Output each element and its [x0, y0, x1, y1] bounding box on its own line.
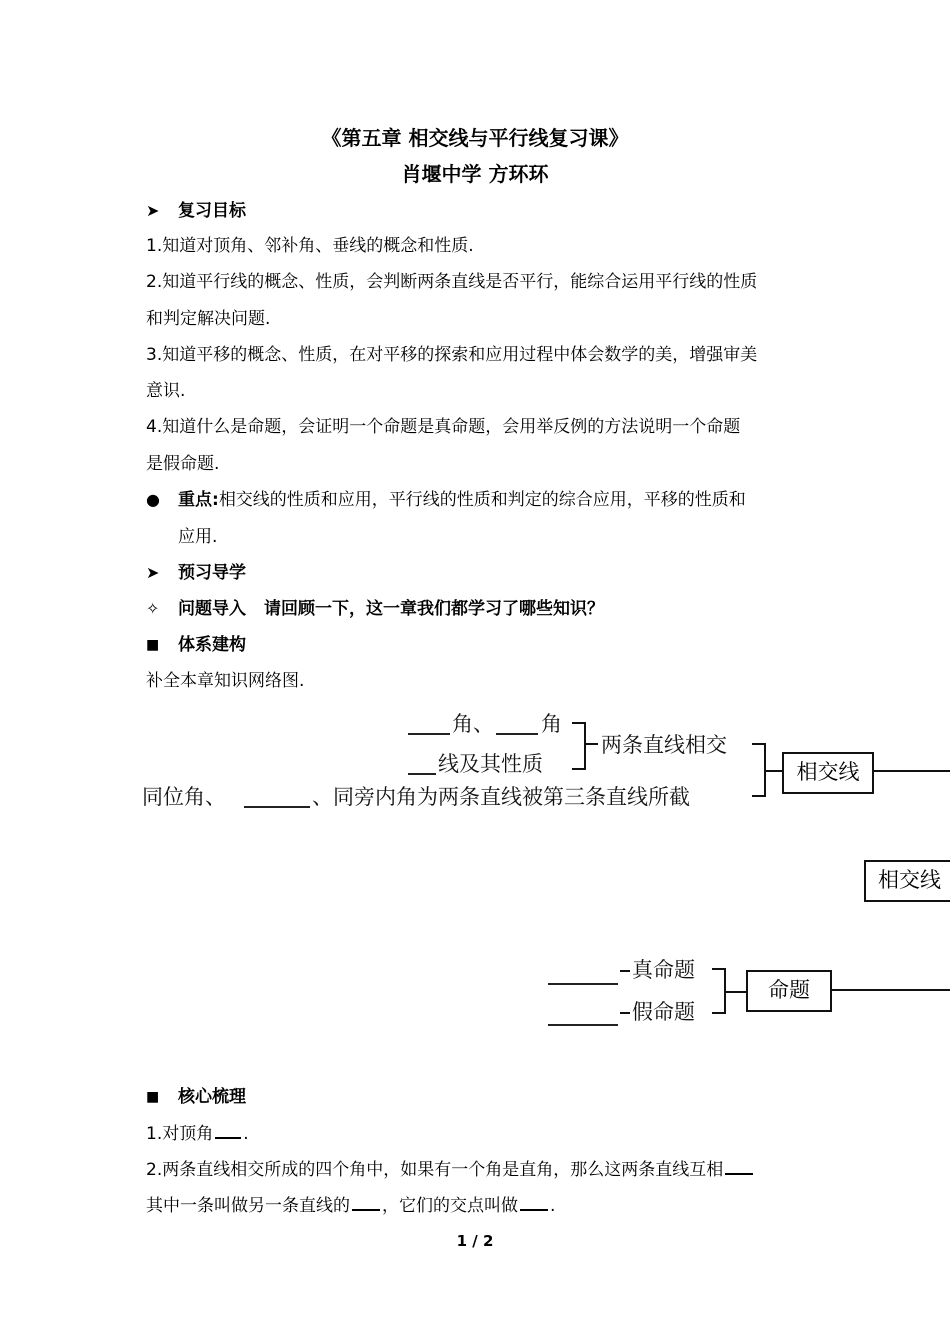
answer-blank [725, 1157, 753, 1175]
key-points-text: 相交线的性质和应用，平行线的性质和判定的综合应用，平移的性质和 [218, 490, 746, 510]
box-proposition: 命题 [746, 970, 832, 1012]
goal-2-line-1: 2.知道平行线的概念、性质，会判断两条直线是否平行，能综合运用平行线的性质 [146, 272, 758, 292]
goal-3-line-2: 意识. [146, 381, 186, 401]
filled-square-bullet-icon: ■ [146, 1089, 160, 1105]
core-item-2-text-c: . [550, 1196, 556, 1216]
bracket-line [766, 770, 782, 772]
section-heading-preview: 预习导学 [178, 563, 246, 583]
answer-blank [352, 1193, 380, 1211]
arrowhead-bullet-icon: ➤ [146, 201, 160, 220]
question-label: 问题导入 [178, 599, 246, 619]
goal-4-line-1: 4.知道什么是命题，会证明一个命题是真命题，会用举反例的方法说明一个命题 [146, 417, 741, 437]
core-item-2-line-1 [146, 1157, 755, 1182]
bracket-line [572, 768, 586, 770]
bracket-line [586, 743, 598, 745]
core-item-2-text-a: 其中一条叫做另一条直线的 [146, 1196, 350, 1216]
dash-line [620, 1012, 630, 1014]
answer-blank [408, 733, 450, 735]
diagram-true-proposition: 真命题 [632, 958, 695, 982]
core-item-1-end: . [243, 1124, 249, 1144]
bracket-line [726, 991, 746, 993]
connector-line [874, 770, 950, 772]
goal-2-line-2: 和判定解决问题. [146, 309, 271, 329]
key-points-line-2: 应用. [178, 527, 218, 547]
bracket-line [764, 743, 766, 795]
diagram-corresponding-angles: 同位角、 [142, 785, 226, 809]
diagram-same-side-interior: 、同旁内角为两条直线被第三条直线所截 [312, 785, 690, 809]
key-points-line-1 [178, 488, 746, 512]
box-intersecting-lines-main: 相交线 [864, 860, 950, 902]
section-heading-goals: 复习目标 [178, 201, 246, 221]
bracket-line [584, 722, 586, 770]
connector-line [832, 989, 950, 991]
filled-circle-bullet-icon: ● [146, 490, 160, 509]
core-item-2-text: 2.两条直线相交所成的四个角中，如果有一个角是直角，那么这两条直线互相 [146, 1160, 724, 1180]
answer-blank [548, 1024, 618, 1026]
diagram-false-proposition: 假命题 [632, 1000, 695, 1024]
goal-4-line-2: 是假命题. [146, 454, 220, 474]
core-item-2-line-2 [146, 1193, 555, 1218]
question-intro [178, 597, 604, 621]
diagram-line-properties: 线及其性质 [438, 752, 543, 776]
bracket-line [752, 795, 766, 797]
diagram-angle-text-1: 角、 [452, 712, 494, 736]
four-point-star-bullet-icon: ✧ [146, 599, 160, 618]
bracket-line [712, 1012, 726, 1014]
goal-1: 1.知道对顶角、邻补角、垂线的概念和性质. [146, 236, 474, 256]
key-points-label: 重点: [178, 490, 219, 510]
section-heading-system: 体系建构 [178, 635, 246, 655]
diagram-angle-text-2: 角 [541, 712, 562, 736]
dash-line [620, 970, 630, 972]
core-item-1-text: 1.对顶角 [146, 1124, 214, 1144]
filled-square-bullet-icon: ■ [146, 637, 160, 653]
answer-blank [244, 806, 310, 808]
core-item-2-text-b: ，它们的交点叫做 [382, 1196, 518, 1216]
author-line: 肖堰中学 方环环 [401, 162, 549, 186]
box-intersecting-lines: 相交线 [782, 752, 874, 794]
arrowhead-bullet-icon: ➤ [146, 563, 160, 582]
goal-3-line-1: 3.知道平移的概念、性质，在对平移的探索和应用过程中体会数学的美，增强审美 [146, 345, 758, 365]
answer-blank [548, 983, 618, 985]
answer-blank [496, 733, 538, 735]
page-title: 《第五章 相交线与平行线复习课》 [321, 126, 629, 150]
section-heading-core: 核心梳理 [178, 1087, 246, 1107]
answer-blank [520, 1193, 548, 1211]
page-number: 1 / 2 [456, 1232, 494, 1250]
answer-blank [408, 773, 436, 775]
core-item-1 [146, 1121, 249, 1146]
question-text: 请回顾一下，这一章我们都学习了哪些知识？ [264, 599, 604, 619]
diagram-two-lines-intersect: 两条直线相交 [601, 733, 727, 757]
answer-blank [215, 1121, 241, 1139]
system-instruction: 补全本章知识网络图. [146, 671, 305, 691]
